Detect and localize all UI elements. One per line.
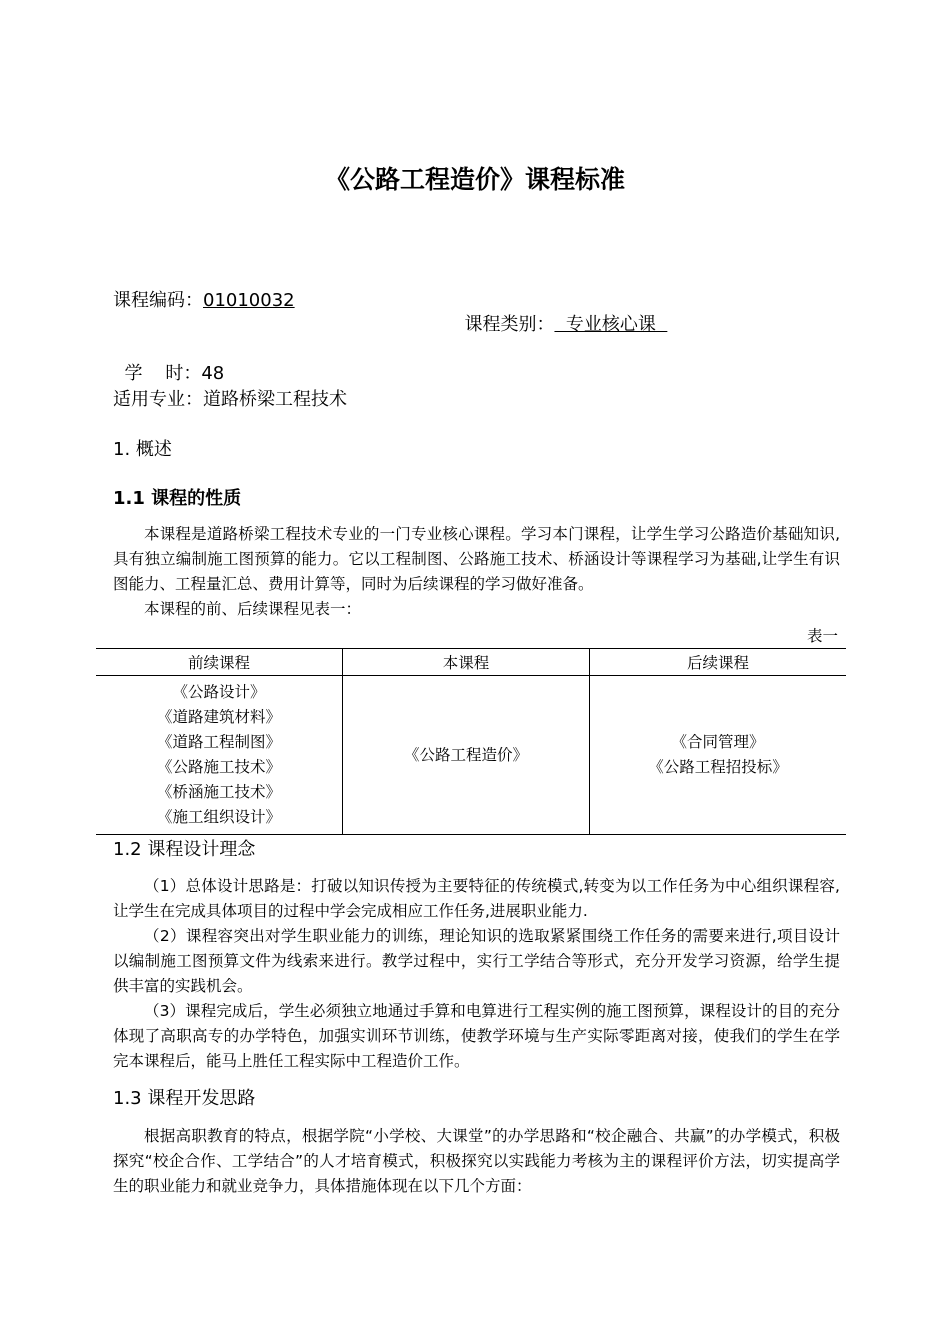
course-sequence-table [96,648,846,835]
section-1-3-heading: 1.3 课程开发思路 [113,1088,256,1109]
course-code-value: 01010032 [203,290,295,311]
list-item: 《公路工程招投标》 [648,758,788,776]
section-1-2-body [113,874,840,1074]
course-code-label: 课程编码： [113,290,203,311]
paragraph: 本课程是道路桥梁工程技术专业的一门专业核心课程。学习本门课程，让学生学习公路造价基础知识,具有独立编制施工图预算的能力。它以工程制图、公路施工技术、桥涵设计等课程学习为基础,让学生有识图能力、工程量汇总、费用计算等，同时为后续课程的学习做好准备。 [113,525,840,593]
hours-row [113,338,224,386]
table-row [96,676,846,835]
course-type-row [453,289,667,337]
current-course-cell: 《公路工程造价》 [343,676,590,835]
table-header-row [96,649,846,676]
paragraph: （1）总体设计思路是：打破以知识传授为主要特征的传统模式,转变为以工作任务为中心组织课程容,让学生在完成具体项目的过程中学会完成相应工作任务,进展职业能力. [113,877,840,920]
paragraph: （3）课程完成后，学生必须独立地通过手算和电算进行工程实例的施工图预算，课程设计的目的充分体现了高职高专的办学特色，加强实训环节训练，使教学环境与生产实际零距离对接，使我们的学生在学完本课程后，能马上胜任工程实际中工程造价工作。 [113,1002,840,1070]
hours-label: 学 时： [124,363,202,384]
section-1-heading: 1. 概述 [113,439,172,460]
hours-value: 48 [201,363,225,384]
list-item: 《合同管理》 [671,733,765,751]
table-header-cell: 后续课程 [590,649,847,676]
table-caption: 表一 [806,627,838,645]
paragraph: 本课程的前、后续课程见表一： [144,600,362,618]
list-item: 《道路工程制图》 [156,733,281,751]
major-label: 适用专业： [113,389,203,410]
course-code-row [113,289,295,313]
section-1-2-heading: 1.2 课程设计理念 [113,839,256,860]
table-header-cell: 前续课程 [96,649,343,676]
previous-courses-cell [96,676,343,835]
list-item: 《公路设计》 [172,683,266,701]
paragraph: 根据高职教育的特点，根据学院“小学校、大课堂”的办学思路和“校企融合、共赢”的办学模式，积极探究“校企合作、工学结合”的人才培育模式，积极探究以实践能力考核为主的课程评价方法，切实提高学生的职业能力和就业竞争力，具体措施体现在以下几个方面： [113,1127,840,1195]
course-type-label: 课程类别： [464,314,555,335]
paragraph: （2）课程容突出对学生职业能力的训练，理论知识的选取紧紧围绕工作任务的需要来进行,项目设计以编制施工图预算文件为线索来进行。教学过程中，实行工学结合等形式，充分开发学习资源，给学生提供丰富的实践机会。 [113,927,840,995]
list-item: 《公路施工技术》 [156,758,281,776]
section-1-1-heading: 1.1 课程的性质 [113,488,242,509]
document-title: 《公路工程造价》课程标准 [324,165,625,194]
section-1-1-body [113,522,840,622]
major-value: 道路桥梁工程技术 [203,389,347,410]
section-1-3-body [113,1124,840,1199]
major-row [113,388,347,412]
following-courses-cell [590,676,847,835]
list-item: 《桥涵施工技术》 [156,783,281,801]
course-type-value: 专业核心课 [554,314,668,335]
list-item: 《道路建筑材料》 [156,708,281,726]
table-header-cell: 本课程 [343,649,590,676]
list-item: 《施工组织设计》 [156,808,281,826]
